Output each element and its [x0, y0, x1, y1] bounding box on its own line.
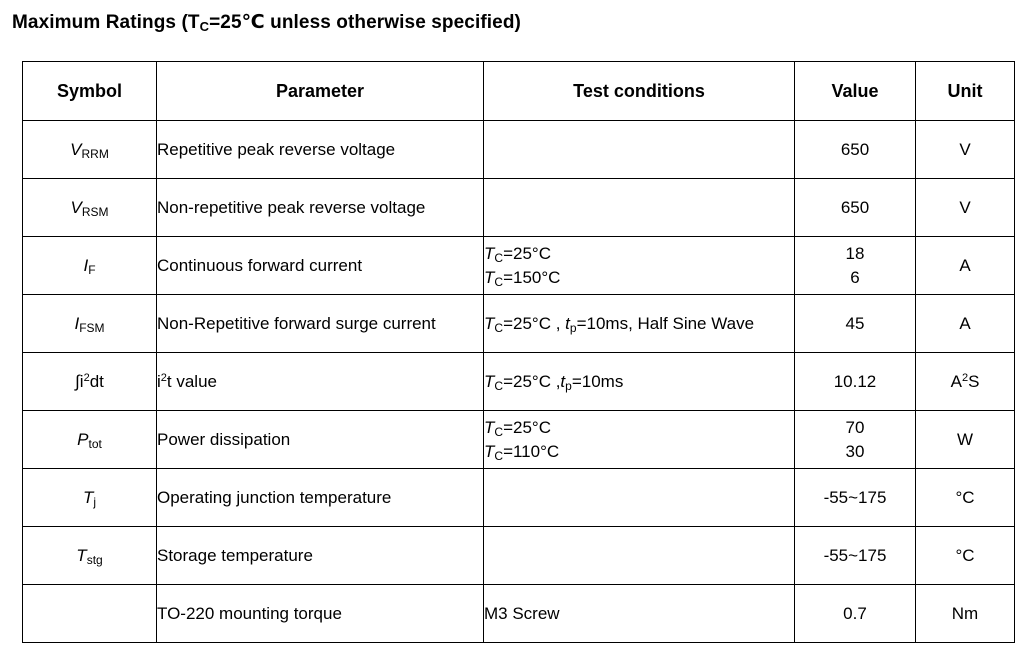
table-header-row — [23, 62, 1015, 121]
value-cell: 18 6 — [795, 237, 916, 295]
table-row — [23, 411, 1015, 469]
symbol-cell: $I_{FSM}$ — [23, 295, 157, 353]
header-symbol: Symbol — [23, 62, 157, 121]
table-row — [23, 237, 1015, 295]
value-cell: 45 — [795, 295, 916, 353]
value-cell: 70 30 — [795, 411, 916, 469]
parameter-cell: TO-220 mounting torque — [157, 585, 484, 643]
symbol-cell: $T_j$ — [23, 469, 157, 527]
conditions-cell: $T_C=25^\circ C$ $T_C=110^\circ C$ — [484, 411, 795, 469]
symbol-cell: $P_{tot}$ — [23, 411, 157, 469]
table-row — [23, 295, 1015, 353]
conditions-cell — [484, 469, 795, 527]
value-cell: -55~175 — [795, 527, 916, 585]
parameter-cell: Storage temperature — [157, 527, 484, 585]
unit-cell: A — [916, 237, 1015, 295]
parameter-cell: Non-Repetitive forward surge current — [157, 295, 484, 353]
header-parameter: Parameter — [157, 62, 484, 121]
unit-cell: V — [916, 121, 1015, 179]
parameter-cell: Non-repetitive peak reverse voltage — [157, 179, 484, 237]
symbol-cell — [23, 585, 157, 643]
maximum-ratings-table — [22, 61, 1015, 643]
value-cell: 0.7 — [795, 585, 916, 643]
unit-cell: Nm — [916, 585, 1015, 643]
header-test-conditions: Test conditions — [484, 62, 795, 121]
table-row — [23, 121, 1015, 179]
symbol-cell: $\int i^2dt$ — [23, 353, 157, 411]
symbol-cell: $I_F$ — [23, 237, 157, 295]
conditions-cell: M3 Screw — [484, 585, 795, 643]
unit-cell: W — [916, 411, 1015, 469]
header-value: Value — [795, 62, 916, 121]
conditions-cell: $T_C=25^\circ C$ , $t_p=10ms$, Half Sine Wave — [484, 295, 795, 353]
symbol-cell: $T_{stg}$ — [23, 527, 157, 585]
symbol-cell: $V_{RRM}$ — [23, 121, 157, 179]
conditions-cell: $T_C=25^\circ C$ $T_C=150^\circ C$ — [484, 237, 795, 295]
value-cell: -55~175 — [795, 469, 916, 527]
parameter-cell: Operating junction temperature — [157, 469, 484, 527]
section-title: Maximum Ratings ($T_C=25℃$ unless otherwise specified) — [12, 12, 521, 34]
table-row — [23, 527, 1015, 585]
unit-cell: A — [916, 295, 1015, 353]
parameter-cell: Power dissipation — [157, 411, 484, 469]
conditions-cell: $T_C=25^\circ C$ $,t_p=10ms$ — [484, 353, 795, 411]
symbol-cell: $V_{RSM}$ — [23, 179, 157, 237]
table-row — [23, 585, 1015, 643]
unit-cell: °C — [916, 527, 1015, 585]
parameter-cell: $i^2t$ value — [157, 353, 484, 411]
value-cell: 10.12 — [795, 353, 916, 411]
table-row — [23, 469, 1015, 527]
conditions-cell — [484, 121, 795, 179]
unit-cell: V — [916, 179, 1015, 237]
value-cell: 650 — [795, 179, 916, 237]
unit-cell: $A^2S$ — [916, 353, 1015, 411]
conditions-cell — [484, 179, 795, 237]
parameter-cell: Continuous forward current — [157, 237, 484, 295]
table-row — [23, 179, 1015, 237]
unit-cell: °C — [916, 469, 1015, 527]
parameter-cell: Repetitive peak reverse voltage — [157, 121, 484, 179]
conditions-cell — [484, 527, 795, 585]
value-cell: 650 — [795, 121, 916, 179]
header-unit: Unit — [916, 62, 1015, 121]
table-row — [23, 353, 1015, 411]
